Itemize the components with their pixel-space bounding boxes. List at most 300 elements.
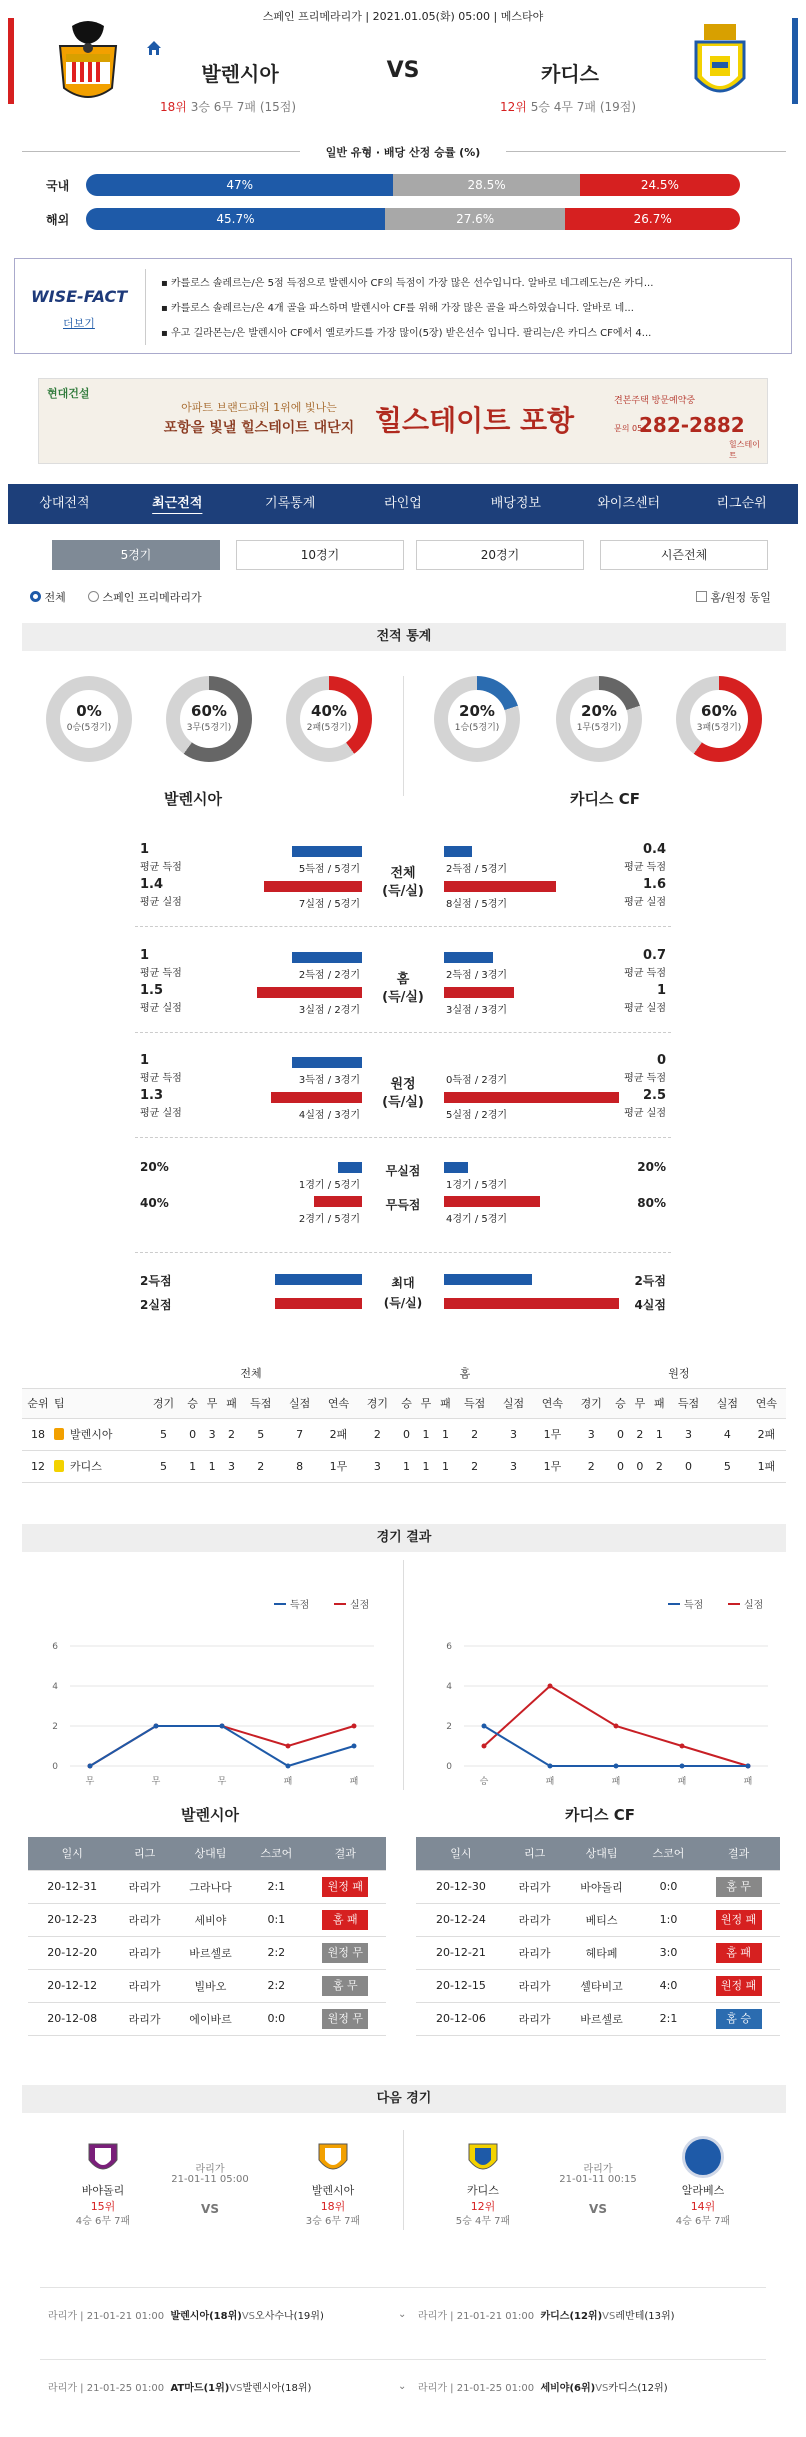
wisefact-item[interactable]: ▪ 카를로스 솔레르는/은 4개 골을 파스하며 발렌시아 CF를 위해 가장 많은 골을 파스하였습니다. 알바로 네... xyxy=(161,303,634,314)
cadiz-crest-icon xyxy=(688,22,752,104)
home-clean-bar xyxy=(338,1162,362,1173)
concede-point xyxy=(352,1724,357,1729)
results-cell: 그라나다 xyxy=(173,1870,248,1903)
results-cell: 라리가 xyxy=(506,2002,563,2035)
standings-col-head: 무 xyxy=(202,1388,221,1418)
future-vs: VS xyxy=(595,2383,609,2394)
block-label: 홈 xyxy=(396,972,410,987)
home-max-concede: 2실점 xyxy=(140,1298,172,1312)
home-avg-score-label: 평균 득점 xyxy=(140,968,182,979)
standings-rank-head: 순위 xyxy=(22,1388,54,1418)
wisefact-box xyxy=(14,258,792,354)
ad-line2: 포항을 빛낼 힐스테이트 대단지 xyxy=(163,420,355,436)
home-avg-concede: 1.3 xyxy=(140,1088,164,1103)
standings-cell: 7 xyxy=(280,1418,319,1450)
away-max-concede: 4실점 xyxy=(634,1298,666,1312)
results-cell: 셀타비고 xyxy=(563,1969,640,2002)
donut-sub: 2패(5경기) xyxy=(306,723,352,733)
x-tick-label: 패 xyxy=(545,1777,555,1787)
standings-cell: 3 xyxy=(572,1418,611,1450)
home-score-bar xyxy=(292,1057,362,1068)
home-avg-score: 1 xyxy=(140,842,150,857)
vs-label: VS xyxy=(386,58,420,83)
standings-cell: 2 xyxy=(630,1418,649,1450)
next-datetime: 21-01-11 00:15 xyxy=(559,2174,637,2185)
standings-col-head: 무 xyxy=(630,1388,649,1418)
legend-label: 실점 xyxy=(744,1600,764,1611)
future-match-right[interactable] xyxy=(418,2307,675,2322)
x-tick-label: 승 xyxy=(479,1777,489,1787)
standings-col-head: 경기 xyxy=(144,1388,183,1418)
results-head: 결과 xyxy=(305,1837,386,1870)
results-row[interactable] xyxy=(28,2002,386,2035)
result-badge: 홈 패 xyxy=(322,1910,368,1930)
score-series-line xyxy=(90,1726,354,1766)
next-vs: VS xyxy=(589,2202,607,2216)
concede-point xyxy=(286,1744,291,1749)
away-avg-concede-label: 평균 실점 xyxy=(624,1108,666,1119)
standings-row xyxy=(22,1450,786,1482)
next-team-record: 4승 6무 7패 xyxy=(675,2216,731,2227)
standings-cell: 2 xyxy=(358,1418,397,1450)
results-cell: 20-12-23 xyxy=(28,1903,116,1936)
result-badge: 원정 무 xyxy=(322,2009,368,2029)
ad-tel-prefix: 문의 054 xyxy=(614,424,648,433)
standings-col-head: 패 xyxy=(222,1388,241,1418)
filter-button[interactable]: 5경기 xyxy=(52,540,220,570)
results-cell: 에이바르 xyxy=(173,2002,248,2035)
home-avg-concede: 1.5 xyxy=(140,983,164,998)
score-point xyxy=(154,1724,159,1729)
tab-item[interactable]: 라인업 xyxy=(384,496,422,511)
results-cell: 20-12-06 xyxy=(416,2002,506,2035)
standings-cell: 3 xyxy=(222,1450,241,1482)
block-sublabel: (득/실) xyxy=(382,990,424,1005)
wisefact-item-text: 카를로스 솔레르는/은 4개 골을 파스하며 발렌시아 CF를 위해 가장 많은 골을 파스하였습니다. 알바로 네... xyxy=(170,303,634,314)
future-date: 라리가 | 21-01-21 01:00 xyxy=(418,2311,535,2322)
concede-point xyxy=(614,1724,619,1729)
x-tick-label: 패 xyxy=(743,1777,753,1787)
standings-cell: 2 xyxy=(650,1450,669,1482)
results-cell: 2:2 xyxy=(248,1969,304,2002)
future-opponent: 발렌시아(18위) xyxy=(242,2383,312,2394)
tab-item[interactable]: 상대전적 xyxy=(39,496,90,511)
standings-group: 홈 xyxy=(358,1358,572,1388)
away-max-score-bar xyxy=(444,1274,532,1285)
future-date: 라리가 | 21-01-25 01:00 xyxy=(48,2383,165,2394)
tab-item[interactable]: 리그순위 xyxy=(716,496,767,511)
results-cell: 20-12-30 xyxy=(416,1870,506,1903)
results-row[interactable] xyxy=(416,1969,780,2002)
home-clean-games: 1경기 / 5경기 xyxy=(298,1180,360,1191)
results-cell: 라리가 xyxy=(506,1903,563,1936)
results-row[interactable] xyxy=(28,1936,386,1969)
result-badge: 원정 패 xyxy=(716,1910,762,1930)
x-tick-label: 패 xyxy=(349,1777,359,1787)
standings-cell: 3 xyxy=(669,1418,708,1450)
results-row[interactable] xyxy=(28,1969,386,2002)
next-team-rank: 12위 xyxy=(470,2200,496,2213)
result-badge: 홈 무 xyxy=(322,1976,368,1996)
home-results-table xyxy=(28,1837,386,2036)
standings-cell: 1패 xyxy=(747,1450,786,1482)
standings-cell: 4 xyxy=(708,1418,747,1450)
block-sublabel: (득/실) xyxy=(382,884,424,899)
match-info: 스페인 프리메라리가 | 2021.01.05(화) 05:00 | 메스타야 xyxy=(262,10,544,23)
donut-pct: 20% xyxy=(459,702,495,720)
standings-team-head: 팀 xyxy=(54,1388,144,1418)
home-goals-games: 3득점 / 3경기 xyxy=(298,1075,360,1086)
concede-series-line xyxy=(90,1726,354,1766)
results-cell: 0:0 xyxy=(248,2002,304,2035)
next-team-name: 카디스 xyxy=(467,2184,499,2197)
homeaway-checkbox[interactable] xyxy=(696,589,771,605)
wisefact-logo: WISE-FACT xyxy=(31,287,128,306)
x-tick-label: 무 xyxy=(85,1777,95,1787)
results-row[interactable] xyxy=(416,1936,780,1969)
standings-cell: 2 xyxy=(241,1450,280,1482)
away-avg-score-label: 평균 득점 xyxy=(624,968,666,979)
home-record xyxy=(160,98,340,115)
next-team-rank: 15위 xyxy=(90,2200,116,2213)
standings-col-head: 경기 xyxy=(572,1388,611,1418)
ad-info: 견본주택 방문예약중 xyxy=(614,396,696,406)
results-head: 상대팀 xyxy=(173,1837,248,1870)
ad-banner[interactable] xyxy=(38,378,768,464)
result-badge: 원정 패 xyxy=(716,1976,762,1996)
y-tick-label: 6 xyxy=(52,1642,58,1652)
standings-cell: 3 xyxy=(358,1450,397,1482)
away-avg-score: 0.4 xyxy=(642,842,666,857)
home-concede-games: 4실점 / 3경기 xyxy=(298,1110,360,1121)
home-avg-score: 1 xyxy=(140,948,150,963)
standings-col-head: 실점 xyxy=(494,1388,533,1418)
odds-label: 국내 xyxy=(46,179,70,193)
results-head: 리그 xyxy=(506,1837,563,1870)
odds-title: 일반 유형 · 배당 산정 승률 (%) xyxy=(300,144,506,160)
ad-line1: 아파트 브랜드파워 1위에 빛나는 xyxy=(181,401,337,414)
home-no-score: 40% xyxy=(140,1196,169,1210)
donut-pct: 20% xyxy=(581,702,617,720)
score-point xyxy=(352,1744,357,1749)
future-match-left[interactable] xyxy=(48,2379,311,2394)
result-badge: 홈 승 xyxy=(716,2009,762,2029)
away-goals-games: 2득점 / 3경기 xyxy=(446,970,508,981)
alaves-crest-icon xyxy=(682,2136,724,2178)
odds-win-bar: 47% xyxy=(86,174,393,196)
home-goals-games: 2득점 / 2경기 xyxy=(298,970,360,981)
home-avg-score-label: 평균 득점 xyxy=(140,1073,182,1084)
standings-cell: 0 xyxy=(669,1450,708,1482)
standings-cell: 2 xyxy=(222,1418,241,1450)
tab-item[interactable]: 최근전적 xyxy=(152,496,203,511)
y-tick-label: 0 xyxy=(52,1762,58,1772)
standings-cell: 1 xyxy=(436,1418,455,1450)
donut-sub: 3무(5경기) xyxy=(186,723,232,733)
results-cell: 라리가 xyxy=(116,1870,172,1903)
away-noscore-games: 4경기 / 5경기 xyxy=(446,1214,508,1225)
x-tick-label: 패 xyxy=(283,1777,293,1787)
results-cell: 베티스 xyxy=(563,1903,640,1936)
away-avg-concede: 1.6 xyxy=(642,877,666,892)
home-concede-games: 3실점 / 2경기 xyxy=(298,1005,360,1016)
away-avg-concede: 2.5 xyxy=(642,1088,666,1103)
stats-away-name: 카디스 CF xyxy=(570,790,640,808)
ratio-donut xyxy=(556,676,642,762)
future-match-left[interactable] xyxy=(48,2307,324,2322)
results-head: 결과 xyxy=(697,1837,780,1870)
results-cell: 라리가 xyxy=(506,1936,563,1969)
standings-col-head: 득점 xyxy=(455,1388,494,1418)
x-tick-label: 패 xyxy=(611,1777,621,1787)
standings-cell: 0 xyxy=(630,1450,649,1482)
donut-sub: 0승(5경기) xyxy=(66,723,112,733)
standings-group: 전체 xyxy=(144,1358,358,1388)
block-sublabel: (득/실) xyxy=(382,1095,424,1110)
score-point xyxy=(746,1764,751,1769)
standings-group: 원정 xyxy=(572,1358,786,1388)
wisefact-item-text: 우고 길라몬는/은 발렌시아 CF에서 옐로카드를 가장 많이(5장) 받은선수 입니다. 팔리는/은 카디스 CF에서 4... xyxy=(170,328,652,339)
results-head: 스코어 xyxy=(640,1837,697,1870)
tab-item[interactable]: 와이즈센터 xyxy=(597,496,661,511)
next-team-record: 3승 6무 7패 xyxy=(305,2216,361,2227)
standings-cell: 0 xyxy=(183,1418,202,1450)
filter-button[interactable]: 20경기 xyxy=(416,540,584,570)
ratio-donut xyxy=(166,676,252,762)
future-opponent: 카디스(12위) xyxy=(608,2383,668,2394)
standings-cell: 0 xyxy=(611,1450,630,1482)
standings-cell: 2 xyxy=(455,1450,494,1482)
odds-lose-bar: 24.5% xyxy=(580,174,740,196)
away-results-title: 카디스 CF xyxy=(565,1806,635,1824)
clean-sheet-label: 무실점 xyxy=(385,1164,421,1178)
future-team: 발렌시아(18위) xyxy=(170,2311,242,2322)
results-row[interactable] xyxy=(28,1870,386,1903)
standings-cell: 1무 xyxy=(533,1450,572,1482)
x-tick-label: 패 xyxy=(677,1777,687,1787)
results-cell: 빌바오 xyxy=(173,1969,248,2002)
future-vs: VS xyxy=(602,2311,616,2322)
results-row[interactable] xyxy=(416,2002,780,2035)
radio-league[interactable] xyxy=(88,589,202,605)
away-clean-games: 1경기 / 5경기 xyxy=(446,1180,508,1191)
odds-label: 해외 xyxy=(46,213,70,227)
donut-pct: 40% xyxy=(311,702,347,720)
standings-cell: 0 xyxy=(611,1418,630,1450)
tab-item[interactable]: 기록통계 xyxy=(265,496,316,511)
wisefact-item[interactable]: ▪ 우고 길라몬는/은 발렌시아 CF에서 옐로카드를 가장 많이(5장) 받은선수 입니다. 팔리는/은 카디스 CF에서 4... xyxy=(161,328,652,339)
results-title: 경기 결과 xyxy=(22,1524,786,1552)
standings-row xyxy=(22,1418,786,1450)
home-avg-concede-label: 평균 실점 xyxy=(140,1108,182,1119)
concede-point xyxy=(482,1744,487,1749)
home-concede-bar xyxy=(257,987,362,998)
results-cell: 20-12-12 xyxy=(28,1969,116,2002)
result-line-chart xyxy=(34,1590,394,1790)
results-cell: 20-12-20 xyxy=(28,1936,116,1969)
y-tick-label: 4 xyxy=(52,1682,58,1692)
away-avg-score-label: 평균 득점 xyxy=(624,1073,666,1084)
results-cell: 라리가 xyxy=(116,2002,172,2035)
results-cell: 2:2 xyxy=(248,1936,304,1969)
next-team-record: 5승 4무 7패 xyxy=(455,2216,511,2227)
results-row[interactable] xyxy=(416,1903,780,1936)
filter-button[interactable]: 10경기 xyxy=(236,540,404,570)
x-tick-label: 무 xyxy=(217,1777,227,1787)
standings-col-head: 무 xyxy=(416,1388,435,1418)
no-score-label: 무득점 xyxy=(385,1198,421,1212)
home-avg-concede-label: 평균 실점 xyxy=(140,1003,182,1014)
standings-cell: 5 xyxy=(708,1450,747,1482)
standings-col-head: 득점 xyxy=(669,1388,708,1418)
standings-table xyxy=(22,1358,786,1483)
next-team-rank: 18위 xyxy=(320,2200,346,2213)
home-max-score-bar xyxy=(275,1274,363,1285)
standings-cell: 8 xyxy=(280,1450,319,1482)
home-record-text: 3승 6무 7패 (15점) xyxy=(190,100,297,114)
standings-col-head: 득점 xyxy=(241,1388,280,1418)
score-point xyxy=(286,1764,291,1769)
standings-cell: 1 xyxy=(183,1450,202,1482)
filter-button[interactable]: 시즌전체 xyxy=(600,540,768,570)
home-concede-bar xyxy=(271,1092,362,1103)
home-avg-concede: 1.4 xyxy=(140,877,164,892)
future-match-right[interactable] xyxy=(418,2379,668,2394)
odds-win-bar: 45.7% xyxy=(86,208,385,230)
chevron-down-icon[interactable]: ⌄ xyxy=(398,2381,407,2392)
results-row[interactable] xyxy=(416,1870,780,1903)
next-league: 라리가 xyxy=(583,2164,613,2175)
ad-tel: 282-2882 xyxy=(639,413,745,437)
away-score-bar xyxy=(444,846,472,857)
donut-pct: 60% xyxy=(191,702,227,720)
standings-team: 카디스 xyxy=(70,1460,102,1473)
odds-draw-bar: 27.6% xyxy=(385,208,566,230)
radio-all[interactable] xyxy=(30,589,66,605)
away-results-table xyxy=(416,1837,780,2036)
ratio-donut xyxy=(286,676,372,762)
away-record-text: 5승 4무 7패 (19점) xyxy=(530,100,637,114)
away-avg-concede-label: 평균 실점 xyxy=(624,1003,666,1014)
results-cell: 0:0 xyxy=(640,1870,697,1903)
score-point xyxy=(614,1764,619,1769)
results-cell: 20-12-15 xyxy=(416,1969,506,2002)
standings-col-head: 연속 xyxy=(533,1388,572,1418)
score-point xyxy=(88,1764,93,1769)
away-avg-score: 0 xyxy=(656,1053,666,1068)
donut-sub: 1승(5경기) xyxy=(454,723,500,733)
result-badge: 홈 무 xyxy=(716,1877,762,1897)
results-cell: 2:1 xyxy=(640,2002,697,2035)
home-max-score: 2득점 xyxy=(140,1274,172,1288)
away-concede-games: 3실점 / 3경기 xyxy=(446,1005,508,1016)
result-badge: 원정 무 xyxy=(322,1943,368,1963)
away-goals-games: 0득점 / 2경기 xyxy=(446,1075,508,1086)
results-cell: 0:1 xyxy=(248,1903,304,1936)
standings-cell: 2패 xyxy=(319,1418,358,1450)
away-concede-games: 5실점 / 2경기 xyxy=(446,1110,508,1121)
future-team: AT마드(1위) xyxy=(170,2383,230,2394)
home-rank: 18위 xyxy=(160,100,187,114)
result-line-chart xyxy=(428,1590,788,1790)
standings-col-head: 승 xyxy=(397,1388,416,1418)
tab-bar xyxy=(8,484,798,524)
home-color-bar xyxy=(8,18,14,104)
standings-rank: 18 xyxy=(22,1418,54,1450)
team-crest-icon xyxy=(54,1460,64,1472)
standings-cell: 1 xyxy=(416,1450,435,1482)
concede-point xyxy=(548,1684,553,1689)
next-team-name: 알라베스 xyxy=(681,2184,725,2197)
home-icon[interactable] xyxy=(146,40,162,56)
standings-cell: 3 xyxy=(202,1418,221,1450)
home-team-name: 발렌시아 xyxy=(201,62,279,86)
standings-cell: 5 xyxy=(241,1418,280,1450)
score-point xyxy=(548,1764,553,1769)
results-row[interactable] xyxy=(28,1903,386,1936)
away-score-bar xyxy=(444,952,493,963)
y-tick-label: 0 xyxy=(446,1762,452,1772)
chevron-down-icon[interactable]: ⌄ xyxy=(398,2309,407,2320)
standings-cell: 2패 xyxy=(747,1418,786,1450)
standings-cell: 1 xyxy=(202,1450,221,1482)
home-max-concede-bar xyxy=(275,1298,363,1309)
away-goals-games: 2득점 / 5경기 xyxy=(446,864,508,875)
future-vs: VS xyxy=(241,2311,256,2322)
score-point xyxy=(680,1764,685,1769)
wisefact-item[interactable]: ▪ 카를로스 솔레르는/은 5점 득점으로 발렌시아 CF의 득점이 가장 많은 선수입니다. 알바로 네그레도는/은 카디... xyxy=(161,278,654,289)
standings-cell: 1 xyxy=(650,1418,669,1450)
results-cell: 헤타페 xyxy=(563,1936,640,1969)
stats-title: 전적 통계 xyxy=(22,623,786,651)
ad-main: 힐스테이트 포항 xyxy=(375,404,575,437)
standings-cell: 0 xyxy=(397,1418,416,1450)
wisefact-item-text: 카를로스 솔레르는/은 5점 득점으로 발렌시아 CF의 득점이 가장 많은 선수입니다. 알바로 네그레도는/은 카디... xyxy=(170,278,654,289)
standings-cell: 3 xyxy=(494,1450,533,1482)
results-cell: 바르셀로 xyxy=(563,2002,640,2035)
next-datetime: 21-01-11 05:00 xyxy=(171,2174,249,2185)
away-avg-score-label: 평균 득점 xyxy=(624,862,666,873)
results-cell: 4:0 xyxy=(640,1969,697,2002)
standings-cell: 2 xyxy=(455,1418,494,1450)
results-head: 리그 xyxy=(116,1837,172,1870)
future-team: 카디스(12위) xyxy=(540,2311,603,2322)
odds-draw-bar: 28.5% xyxy=(393,174,579,196)
away-max-score: 2득점 xyxy=(634,1274,666,1288)
away-team-name: 카디스 xyxy=(541,62,599,86)
results-cell: 바르셀로 xyxy=(173,1936,248,1969)
result-badge: 홈 패 xyxy=(716,1943,762,1963)
away-clean-bar xyxy=(444,1162,468,1173)
max-label: 최대 xyxy=(391,1276,415,1290)
legend-label: 득점 xyxy=(684,1600,704,1611)
standings-col-head: 승 xyxy=(611,1388,630,1418)
home-concede-bar xyxy=(264,881,362,892)
standings-col-head: 실점 xyxy=(708,1388,747,1418)
x-tick-label: 무 xyxy=(151,1777,161,1787)
result-badge: 원정 패 xyxy=(322,1877,368,1897)
wisefact-more-link[interactable]: 더보기 xyxy=(63,317,95,330)
tab-item[interactable]: 배당정보 xyxy=(490,496,541,511)
y-tick-label: 2 xyxy=(52,1722,58,1732)
away-avg-concede-label: 평균 실점 xyxy=(624,897,666,908)
donut-sub: 3패(5경기) xyxy=(696,723,742,733)
results-cell: 20-12-21 xyxy=(416,1936,506,1969)
standings-col-head: 경기 xyxy=(358,1388,397,1418)
away-concede-bar xyxy=(444,1092,619,1103)
home-results-title: 발렌시아 xyxy=(181,1806,239,1824)
away-concede-games: 8실점 / 5경기 xyxy=(446,899,508,910)
